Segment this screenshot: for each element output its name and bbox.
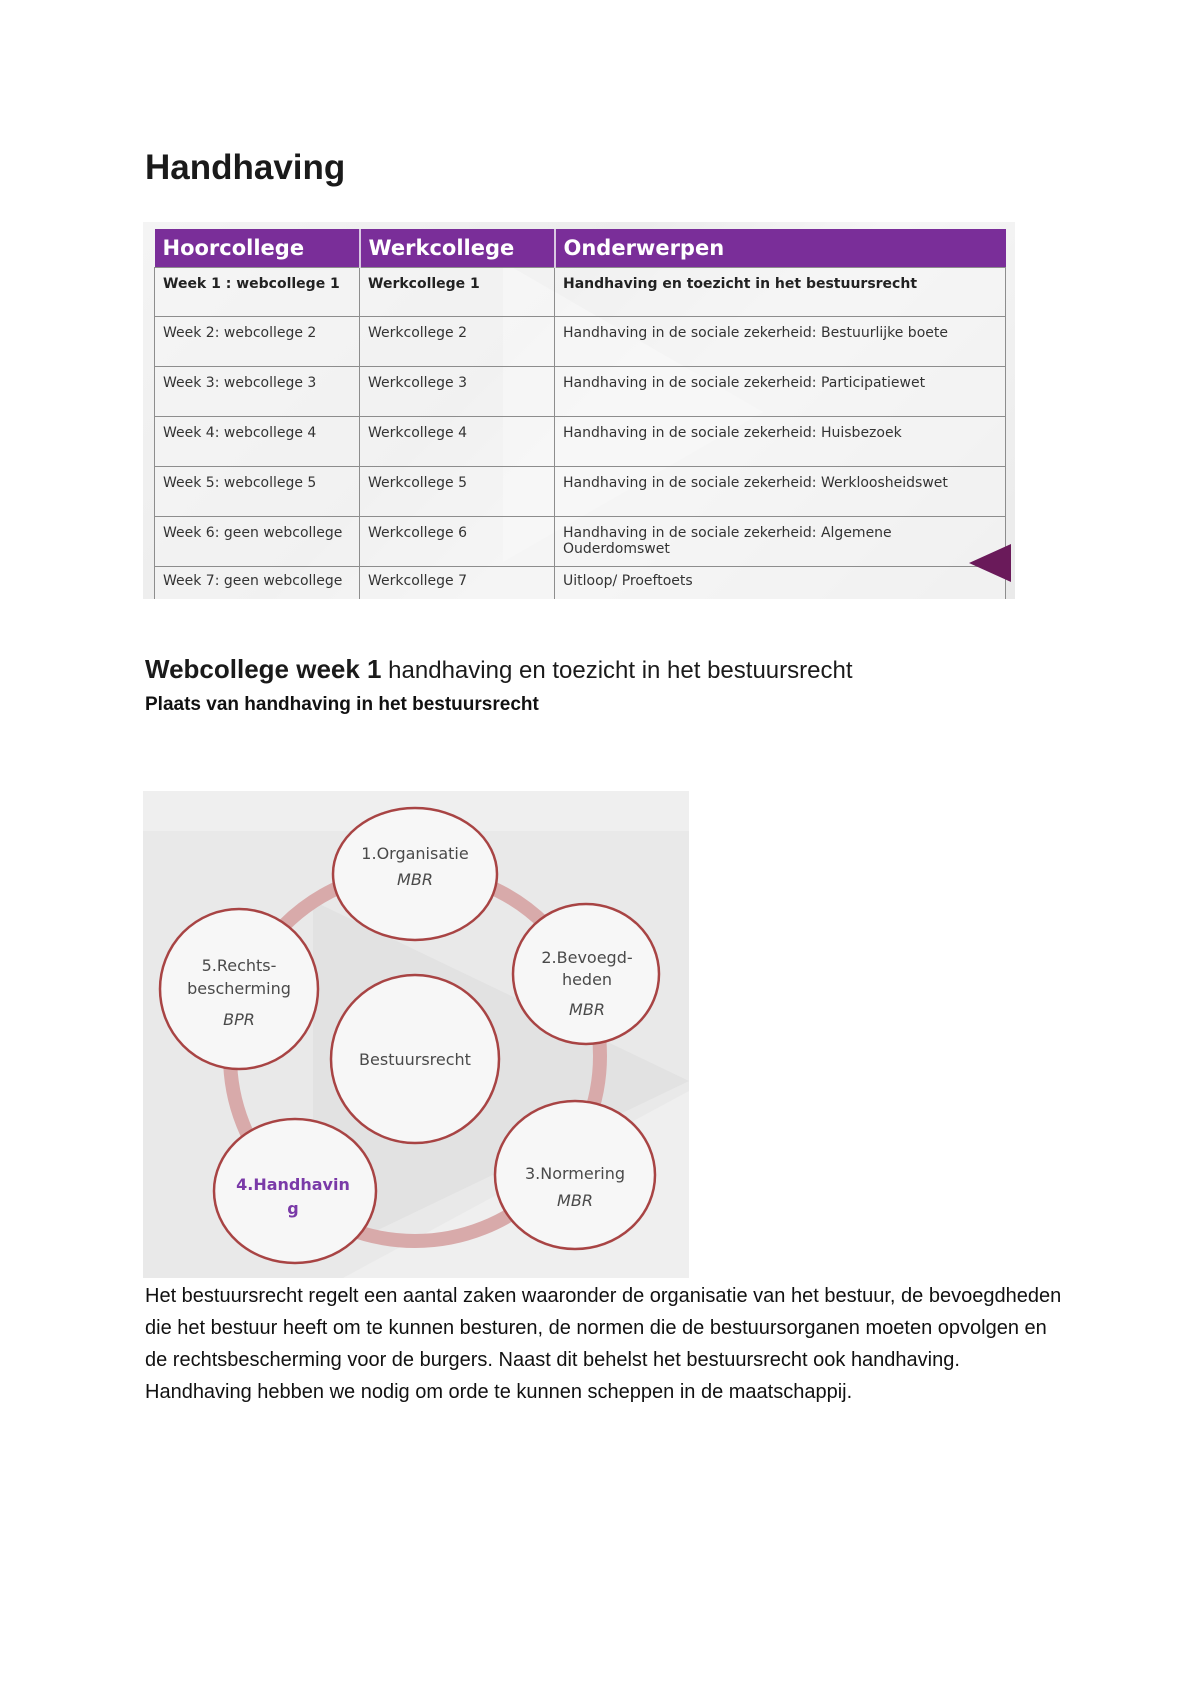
header-onderwerpen: Onderwerpen xyxy=(555,229,1006,268)
table-cell: Week 7: geen webcollege xyxy=(155,567,360,600)
table-cell: Handhaving in de sociale zekerheid: Huisbezoek xyxy=(555,417,1006,467)
table-cell: Handhaving in de sociale zekerheid: Participatiewet xyxy=(555,367,1006,417)
header-werkcollege: Werkcollege xyxy=(360,229,555,268)
node-tag-bevoegdheden: MBR xyxy=(569,1000,605,1019)
section-heading-rest: handhaving en toezicht in het bestuursrecht xyxy=(381,657,853,684)
table-cell: Week 4: webcollege 4 xyxy=(155,417,360,467)
table-cell: Week 3: webcollege 3 xyxy=(155,367,360,417)
center-label: Bestuursrecht xyxy=(359,1050,471,1069)
table-cell: Handhaving in de sociale zekerheid: Bestuurlijke boete xyxy=(555,317,1006,367)
table-cell: Week 6: geen webcollege xyxy=(155,517,360,567)
table-row xyxy=(155,417,1006,467)
header-hoorcollege: Hoorcollege xyxy=(155,229,360,268)
schedule-table xyxy=(154,229,1006,599)
body-paragraph: Het bestuursrecht regelt een aantal zaken waaronder de organisatie van het bestuur, de bevoegdheden die het bestuur heeft om te kunnen besturen, de normen die de bestuursorganen moeten opvolgen en de rechtsbescherming voor de burgers. Naast dit behelst het bestuursrecht ook handhaving. Handhaving hebben we nodig om orde te kunnen scheppen in de maatschappij. xyxy=(145,1285,1062,1403)
section-subheading: Plaats van handhaving in het bestuursrecht xyxy=(145,694,539,715)
table-cell: Werkcollege 5 xyxy=(360,467,555,517)
node-label-bevoegdheden-1: 2.Bevoegd- xyxy=(541,948,633,967)
table-cell: Werkcollege 4 xyxy=(360,417,555,467)
section-heading-bold: Webcollege week 1 xyxy=(145,654,382,684)
node-label-normering: 3.Normering xyxy=(524,1164,626,1183)
table-row xyxy=(155,317,1006,367)
table-cell: Handhaving in de sociale zekerheid: Algemene Ouderdomswet xyxy=(555,517,1006,567)
node-label-organisatie: 1.Organisatie xyxy=(361,844,469,863)
table-cell: Werkcollege 1 xyxy=(360,268,555,317)
schedule-table-image xyxy=(143,222,1015,599)
node-label-handhaving-1: 4.Handhavin xyxy=(236,1175,350,1194)
table-cell: Week 2: webcollege 2 xyxy=(155,317,360,367)
table-row xyxy=(155,467,1006,517)
node-label-rechtsbescherming-1: 5.Rechts- xyxy=(201,956,277,975)
node-label-handhaving-2: g xyxy=(287,1199,299,1218)
table-cell: Week 5: webcollege 5 xyxy=(155,467,360,517)
table-row xyxy=(155,567,1006,600)
table-cell: Uitloop/ Proeftoets xyxy=(555,567,1006,600)
table-cell: Werkcollege 2 xyxy=(360,317,555,367)
bestuursrecht-diagram xyxy=(143,791,689,1278)
node-label-rechtsbescherming-2: bescherming xyxy=(187,979,291,998)
table-cell: Handhaving in de sociale zekerheid: Werkloosheidswet xyxy=(555,467,1006,517)
table-cell: Handhaving en toezicht in het bestuursrecht xyxy=(555,268,1006,317)
table-row xyxy=(155,367,1006,417)
table-row xyxy=(155,268,1006,317)
diagram-svg xyxy=(143,791,689,1278)
node-tag-organisatie: MBR xyxy=(397,870,433,889)
node-label-bevoegdheden-2: heden xyxy=(561,970,613,989)
table-cell: Werkcollege 3 xyxy=(360,367,555,417)
page-title: Handhaving xyxy=(145,148,346,187)
table-cell: Werkcollege 7 xyxy=(360,567,555,600)
table-cell: Week 1 : webcollege 1 xyxy=(155,268,360,317)
section-heading xyxy=(145,654,853,685)
table-header-row xyxy=(155,229,1006,268)
slide-arrow-icon xyxy=(969,544,1011,582)
table-row xyxy=(155,517,1006,567)
node-tag-rechtsbescherming: BPR xyxy=(223,1010,255,1029)
node-tag-normering: MBR xyxy=(557,1191,593,1210)
table-cell: Werkcollege 6 xyxy=(360,517,555,567)
